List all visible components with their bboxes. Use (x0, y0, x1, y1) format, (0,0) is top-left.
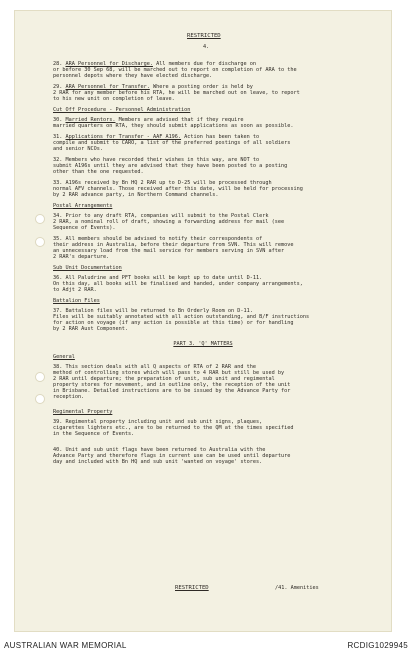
archive-footer (0, 634, 412, 654)
punch-hole (35, 237, 45, 247)
text-line: General (53, 354, 75, 360)
text-line: 39. Regimental property including unit and sub unit signs, plaques, (53, 419, 263, 425)
text-line: by 2 RAR Aust Component. (53, 326, 128, 332)
text-line: to Adjt 2 RAR. (53, 287, 97, 293)
text-line: 37. Battalion files will be returned to Bn Orderly Room on D-11. (53, 308, 253, 314)
text-line: reception. (53, 394, 85, 400)
text-line: PART 3. 'Q' MATTERS (173, 341, 233, 347)
text-line: Postal Arrangements (53, 203, 113, 209)
text-line: 31. Applications for Transfer - AAF A196. Action has been taken to (53, 134, 260, 140)
text-line: submit A196s until they are advised that they have been posted to a posting (53, 163, 288, 169)
text-line: Battalion Files (53, 298, 100, 304)
text-line: in Brisbane. Detailed instructions are to be issued by the Advance Party for (53, 388, 291, 394)
classification-header: RESTRICTED (187, 33, 221, 39)
text-line: 36. All Paludrine and PFT books will be kept up to date until D-11. (53, 275, 263, 281)
text-line: 2 RAR for any member before his RTA, he will be marched out on leave, to report (53, 90, 300, 96)
text-line: property stores for movement, and in outline only, the reception of the unit (53, 382, 291, 388)
text-line: in the Sequence of Events. (53, 431, 135, 437)
text-line: 2 RAR's departure. (53, 254, 110, 260)
text-line: Files will be suitably annotated with all action outstanding, and B/F instructions (53, 314, 310, 320)
text-line: their address in Australia, before their departure from SVN. This will remove (53, 242, 294, 248)
text-line: On this day, all books will be finalised and handed, under company arrangements, (53, 281, 303, 287)
text-line: for action on voyage (if any action is possible at this time) or for handling (53, 320, 294, 326)
text-line: 2 RAR, a nominal roll of draft, showing a forwarding address for mail (see (53, 219, 285, 225)
text-line: 38. This section deals with all Q aspects of RTA of 2 RAR and the (53, 364, 257, 370)
archive-reference: RCDIG1029945 (347, 641, 408, 650)
text-line: 40. Unit and sub unit flags have been returned to Australia with the (53, 447, 266, 453)
punch-hole (35, 214, 45, 224)
text-line: 29. ARA Personnel for Transfer. Where a posting order is held by (53, 84, 253, 90)
text-line: compile and submit to CARO, a list of the preferred postings of all soldiers (53, 140, 291, 146)
text-line: or before 30 Sep 68, will be marched out to report on completion of ARA to the (53, 67, 297, 73)
archive-name: AUSTRALIAN WAR MEMORIAL (4, 641, 127, 650)
text-line: normal AFV channels. Those received after this date, will be held for processing (53, 186, 303, 192)
text-line: 35. All members should be advised to notify their correspondents of (53, 236, 263, 242)
text-line: Sub Unit Documentation (53, 265, 122, 271)
text-line: 33. A196s received by Bn HQ 2 RAR up to D-25 will be processed through (53, 180, 272, 186)
text-line: personnel depots where they have elected discharge. (53, 73, 213, 79)
text-line: by 2 RAR advance party, in Northern Command channels. (53, 192, 219, 198)
continuation-note: /41. Amenities (275, 585, 319, 591)
text-line: Cut Off Procedure - Personnel Administration (53, 107, 191, 113)
text-line: cigarettes lighters etc., are to be returned to the QM at the times specified (53, 425, 294, 431)
text-line: and senior NCOs. (53, 146, 103, 152)
document-page (14, 10, 392, 632)
text-line: 30. Married Rentors. Members are advised that if they require (53, 117, 244, 123)
text-line: method of controlling stores which will pass to 4 RAR but still be used by (53, 370, 285, 376)
text-line: 2 RAR until departure; the preparation of unit, sub unit and regimental (53, 376, 275, 382)
classification-footer: RESTRICTED (175, 585, 209, 591)
text-line: day and included with Bn HQ and sub unit 'wanted on voyage' stores. (53, 459, 263, 465)
punch-hole (35, 372, 45, 382)
page-number: 4. (203, 44, 210, 50)
text-line: married quarters on RTA, they should submit applications as soon as possible. (53, 123, 294, 129)
text-line: 34. Prior to any draft RTA, companies will submit to the Postal Clerk (53, 213, 269, 219)
text-line: an unnecessary load from the mail service for members serving in SVN after (53, 248, 285, 254)
text-line: Regimental Property (53, 409, 113, 415)
text-line: 32. Members who have recorded their wishes in this way, are NOT to (53, 157, 260, 163)
punch-hole (35, 394, 45, 404)
text-line: Advance Party and therefore flags in current use can be used until departure (53, 453, 291, 459)
text-line: other than the one requested. (53, 169, 144, 175)
text-line: to his new unit on completion of leave. (53, 96, 175, 102)
text-line: Sequence of Events). (53, 225, 116, 231)
text-line: 28. ARA Personnel for Discharge. All members due for discharge on (53, 61, 257, 67)
